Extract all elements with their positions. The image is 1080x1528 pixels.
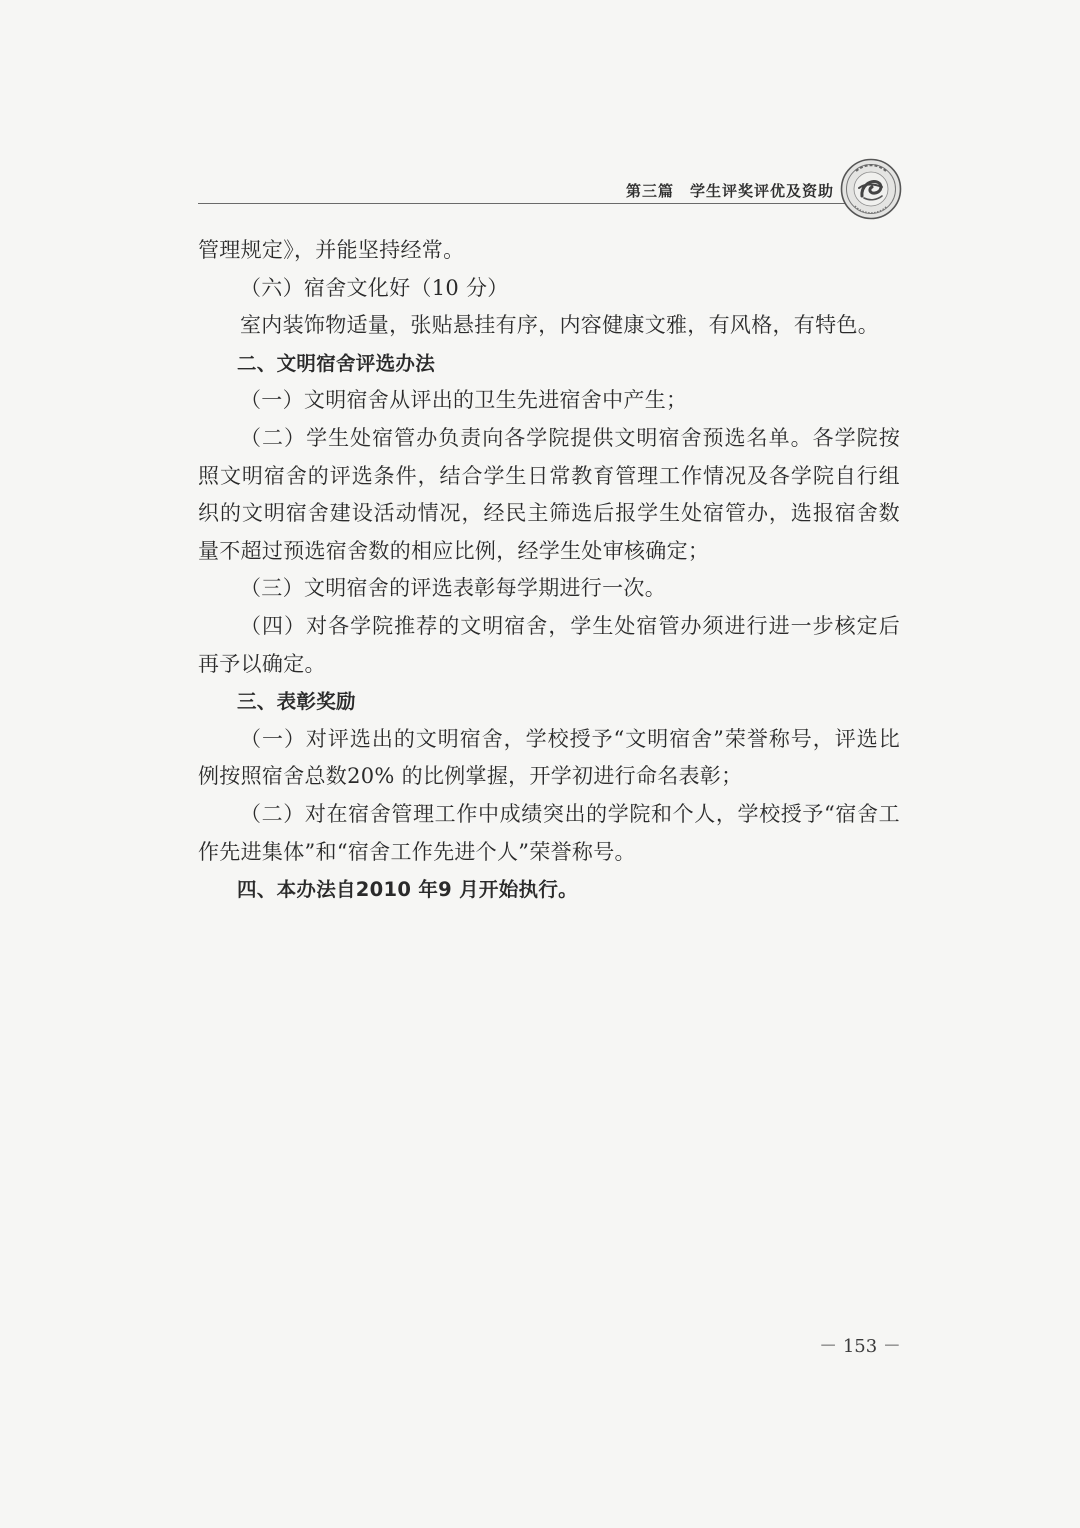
item-dorm-culture: （六）宿舍文化好（10 分） [240, 275, 509, 300]
section-heading-selection-method: 二、文明宿舍评选办法 [237, 351, 436, 375]
section-heading-effective-date: 四、本办法自2010 年9 月开始执行。 [237, 878, 578, 902]
item-award-1: （一）对评选出的文明宿舍，学校授予“文明宿舍”荣誉称号，评选比例按照宿舍总数20% 的比例掌握，开学初进行命名表彰； [198, 726, 900, 789]
paragraph-dorm-culture-detail: 室内装饰物适量，张贴悬挂有序，内容健康文雅，有风格，有特色。 [240, 313, 879, 338]
item-award-2: （二）对在宿舍管理工作中成绩突出的学院和个人，学校授予“宿舍工作先进集体”和“宿舍工作先进个人”荣誉称号。 [198, 801, 900, 864]
body-text [198, 232, 900, 909]
item-selection-3: （三）文明宿舍的评选表彰每学期进行一次。 [240, 576, 666, 601]
university-seal-icon [840, 158, 902, 220]
page-number: － 153 － [819, 1336, 901, 1357]
item-selection-4: （四）对各学院推荐的文明宿舍，学生处宿管办须进行进一步核定后再予以确定。 [198, 613, 900, 676]
item-selection-2: （二）学生处宿管办负责向各学院提供文明宿舍预选名单。各学院按照文明宿舍的评选条件，结合学生日常教育管理工作情况及各学院自行组织的文明宿舍建设活动情况，经民主筛选后报学生处宿管办，选报宿舍数量不超过预选宿舍数的相应比例，经学生处审核确定； [198, 425, 900, 563]
page-header [198, 150, 910, 210]
paragraph-continuation: 管理规定》，并能坚持经常。 [198, 238, 465, 262]
chapter-title: 第三篇 学生评奖评优及资助 [625, 182, 834, 200]
section-heading-awards: 三、表彰奖励 [237, 690, 356, 714]
header-rule [198, 203, 892, 204]
item-selection-1: （一）文明宿舍从评出的卫生先进宿舍中产生； [240, 388, 688, 413]
